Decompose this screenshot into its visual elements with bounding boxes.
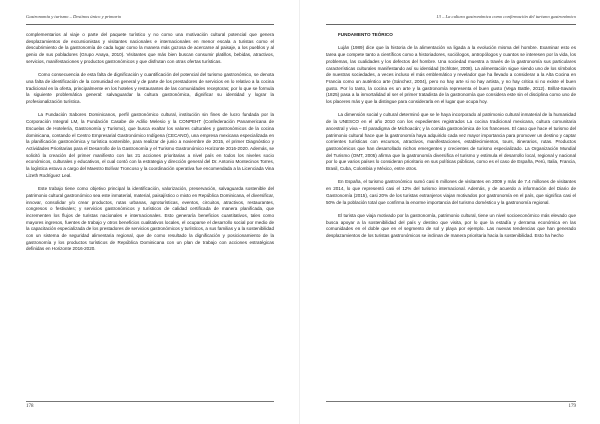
running-head: 13 – La cultura gastronómica como confirmación del turismo gastronómico: [326, 14, 576, 25]
body-text: [326, 32, 576, 246]
paragraph: Como consecuencia de esta falta de dignificación y cuantificación del potencial del turismo gastronómico, se denota una falta de identificación de la comunidad en general y de parte de los prestadores de servicios en lo relativo a la cocina tradicional en la oferta, principalmente en los hoteles y restaurantes de las comunidades receptoras; por lo que se formula la siguiente problemática general: salvaguardar la cultura gastronómica, dignificar su identidad y lograr la profesionalización turística.: [26, 72, 274, 105]
page-number: 178: [26, 404, 34, 409]
body-text: [26, 32, 274, 260]
paragraph: La dimensión social y cultural determinó que se le haya incorporado al patrimonio cultural inmaterial de la humanidad de la UNESCO en el año 2010 con los expedientes registrados La cocina tradicional mexicana, cultura comunitaria ancestral y viva – El paradigma de Michoacán; y la comida gastronómica de los franceses. El caso que hace el turismo del patrimonio cultural hace que la gastronomía haya adquirido cada vez mayor importancia para promover un destino y captar corrientes turísticas con escursos, atractivos, manifestaciones, establecimientos, tours, itinerarios, rutas. Productos gastronómicos que han desarrollado nichos emergentes y crecientes de turismo especializado. La Organización Mundial del Turismo (OMT, 2005) afirma que la gastronomía diversifica el turismo y estimula el desarrollo local, regional y nacional por lo que varios países lo consideran prioritario en sus políticas públicas, como es el caso de España, Perú, Italia, Francia, Brasil, Cuba, Colombia y México, entre otros.: [326, 112, 576, 172]
section-heading: FUNDAMENTO TEÓRICO: [338, 32, 393, 37]
paragraph: complementarios al viaje o parte del paquete turístico y no como una motivación cultural potencial que genera desplazamientos de excursionistas y visitantes nacionales e internacionales en menor escala a turistas como el descubrimiento de la gastronomía de cada lugar como la manera más gozosa de acercarse al paisaje, a los pueblos y al genio de sus pobladores (Grupo Anaya, 2010). Visitantes que más bien buscan consumir platillos, bebidas, atractivos, servicios, manifestaciones y productos gastronómicos y que disfrutan con otras ofertas turísticas.: [26, 32, 274, 64]
running-head: Gastronomía y turismo – Destinos único y primario: [26, 14, 274, 25]
paragraph: En España, el turismo gastronómico sumó casi 6 millones de visitantes en 2009 y más de 7.4 millones de visitantes en 2014, lo que representó casi el 12% del turismo internacional. Además, y de acuerdo a información del Diario de Gastronomía (2015), casi 20% de los turistas extranjeros viajan motivados por gastronomía en el país, que significa casi el 50% de la población total que confirma la enorme importancia del turismo doméstico y la gastronomía regional.: [326, 179, 576, 205]
paragraph: Luján (1989) dice que la historia de la alimentación va ligada a la evolución misma del hombre. Examinar esto es tarea que compete tanto a científicos como a historiadores, sociólogos, antropólogos y cuantos se interesen por la vida, los problemas, las cualidades y los defectos del hombre. Una sociedad muestra a través de la gastronomía sus particulares características culturales manifestando así su identidad (Schlüter, 2008). La alimentación sigue siendo uno de los símbolos de nuestras sociedades, a veces incluso el más emblemático y revelador que ha llevado a considerar a la Alta Cocina en Francia como un auténtico arte (Sánchez, 2004), pero no hay arte si no hay artista, y no hay critica si no existe el buen gusto. Por lo tanto, la cocina es un arte y la gastronomía representa el buen gusto (Vega Battle, 2012). Brillat-Savarin (1825) pasa a la inmortalidad al ser el primer tratadista de la gastronomía que considera este sin el disciplina como uno de los placeres más y que la distingue para considerarla en el lugar que ocupa hoy.: [326, 45, 576, 105]
footer-rule: [26, 401, 274, 402]
footer-rule: [326, 401, 576, 402]
paragraph: El turista que viaja motivado por la gastronomía, patrimonio cultural, tiene un nivel socioeconómico más elevado que busca apoyar a la sostenibilidad del país y destino que visita, por lo que la estadía y derrama económica en las comunidades en el doble que en el segmento de sol y playa por ejemplo. Las nuevas tendencias que han generado desplazamientos de los turistas gastronómicos se inclinan de manera prioritaria hacia la sostenibilidad. Esto ha hecho: [326, 212, 576, 239]
paragraph: La Fundación Sabores Dominicanos, perfil gastronómico cultural, institución sin fines de lucro fundada por la Corporación Integral LM, la Fundación Casabe de Adilio Melesio y la CONPEHT (Confederación Panamericana de Escuelas de Hotelería, Gastronomía y Turismo), que busca exaltar los valores culturales y gastronómicos de la cocina dominicana, contando el Centro Empresarial Gastronómico Indígena (CECANO), una empresa mexicana especializada en la planificación gastronómica y turística sostenible, para realizar de junio a noviembre de 2015, el primer Diagnóstico y Actividades Prioritarias para el Desarrollo de la Gastronomía y el Turismo Gastronómico Horizonte 2016-2020. Además, se solicitó la creación del primer manifiesto con las 21 acciones prioritarias a nivel país en todos los niveles socio económicos, culturales y educativos, el cual contó con la estrategia y dirección general del Dr. Antonio Montecinos Torres, la logística estuvo a cargo del Maestro Bolívar Troncoso y la coordinación operativa fue encomendada a la Licenciada Vina Lizeth Rodríguez Leal.: [26, 112, 274, 178]
page-number: 179: [568, 404, 576, 409]
paragraph: Este trabajo tiene como objetivo principal la identificación, valorización, preservación, salvaguarda sostenible del patrimonio cultural gastronómico sea este inmaterial, material, paisajístico o mixto en República Dominicana, el diversificar, innovar, consolidar y/o crear productos, rutas urbanas, agroturísticas, eventos, circuitos, atractivos, restaurantes, congresos o festivales; y servicios gastronómicos y turísticos de calidad certificada de manera planificada, que incrementen los flujos de turistas nacionales e internacionales. Esto generaría beneficios cuantitativos, tales como mayores ingresos, fuentes de trabajo y otros beneficios cualitativos locales, el ocuparse el desarrollo social por medio de la capacitación especializada de los prestadores de servicios gastronómicos y turísticos, a sus familias y a la sostenibilidad con un sistema de seguridad alimentaria regional, que de como resultado la dignificación y posicionamiento de la gastronomía y los productos turísticos de República Dominicana con un plan de trabajo con acciones estratégicas definidas en Horizonte 2016-2020.: [26, 186, 274, 252]
right-page: [300, 0, 600, 424]
